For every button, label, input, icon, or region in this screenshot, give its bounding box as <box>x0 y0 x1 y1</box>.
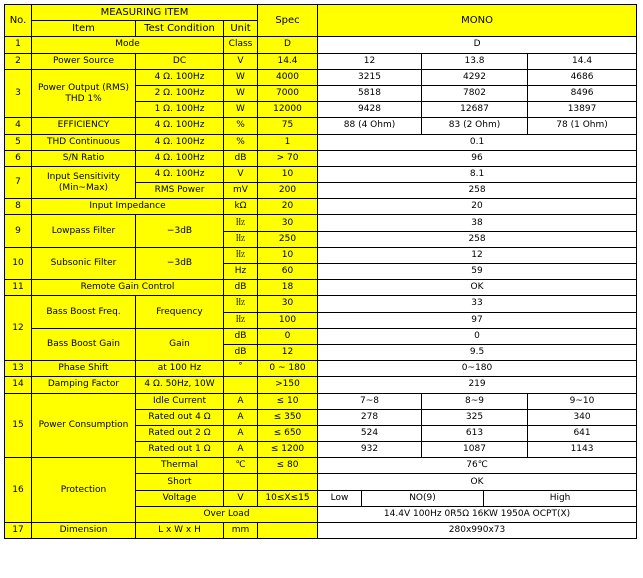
spec-cell: 75 <box>258 118 318 134</box>
condition-cell: L x W x H <box>136 523 224 539</box>
spec-cell: 4000 <box>258 69 318 85</box>
row-number: 15 <box>5 393 32 458</box>
value-cell: 641 <box>528 425 637 441</box>
unit-cell: V <box>224 490 258 506</box>
row-number: 14 <box>5 377 32 393</box>
value-cell: 524 <box>318 425 422 441</box>
item-remote-gain-control: Remote Gain Control <box>32 280 224 296</box>
header-row-1 <box>5 5 637 21</box>
value-cell: 8~9 <box>422 393 528 409</box>
item-phase-shift: Phase Shift <box>32 361 136 377</box>
table-row <box>5 150 637 166</box>
value-cell: 9428 <box>318 102 422 118</box>
value-cell: 258 <box>318 183 637 199</box>
spec-cell: ≤ 1200 <box>258 442 318 458</box>
unit-cell: % <box>224 134 258 150</box>
unit-cell: ㎐ <box>224 296 258 312</box>
table-row <box>5 69 637 85</box>
condition-cell: 4 Ω. 100Hz <box>136 150 224 166</box>
value-cell: 8.1 <box>318 166 637 182</box>
table-row <box>5 361 637 377</box>
item-dimension: Dimension <box>32 523 136 539</box>
condition-cell: Voltage <box>136 490 224 506</box>
value-cell: 14.4 <box>528 53 637 69</box>
table-row <box>5 328 637 344</box>
row-number: 6 <box>5 150 32 166</box>
item-power-output-line2: THD 1% <box>65 93 102 104</box>
table-row <box>5 37 637 53</box>
spec-cell: 100 <box>258 312 318 328</box>
row-number: 13 <box>5 361 32 377</box>
value-cell: OK <box>318 280 637 296</box>
value-cell: 83 (2 Ohm) <box>422 118 528 134</box>
condition-cell: 2 Ω. 100Hz <box>136 85 224 101</box>
item-thd-continuous: THD Continuous <box>32 134 136 150</box>
condition-cell: Over Load <box>136 506 318 522</box>
unit-cell: mV <box>224 183 258 199</box>
value-cell: 14.4V 100Hz 0R5Ω 16KW 1950A OCPT(X) <box>318 506 637 522</box>
table-row <box>5 53 637 69</box>
value-cell: 59 <box>318 264 637 280</box>
header-item: Item <box>32 21 136 37</box>
spec-cell: >150 <box>258 377 318 393</box>
spec-cell: 0 <box>258 328 318 344</box>
value-cell: OK <box>318 474 637 490</box>
condition-cell: RMS Power <box>136 183 224 199</box>
item-subsonic-filter: Subsonic Filter <box>32 247 136 279</box>
unit-cell: V <box>224 53 258 69</box>
spec-cell: 12000 <box>258 102 318 118</box>
measurement-spec-table <box>4 4 637 539</box>
unit-cell: ㎐ <box>224 312 258 328</box>
table-row <box>5 166 637 182</box>
spec-cell: 14.4 <box>258 53 318 69</box>
spec-cell: ≤ 80 <box>258 458 318 474</box>
item-power-source: Power Source <box>32 53 136 69</box>
spec-cell: 20 <box>258 199 318 215</box>
value-cell: 1087 <box>422 442 528 458</box>
unit-cell: Hz <box>224 264 258 280</box>
spec-cell: ≤ 10 <box>258 393 318 409</box>
value-cell: 5818 <box>318 85 422 101</box>
row-number: 2 <box>5 53 32 69</box>
unit-cell: A <box>224 442 258 458</box>
value-cell: 4292 <box>422 69 528 85</box>
spec-cell: > 70 <box>258 150 318 166</box>
value-cell: High <box>484 490 637 506</box>
unit-cell: Class <box>224 37 258 53</box>
unit-cell: dB <box>224 344 258 360</box>
item-input-sensitivity-line1: Input Sensitivity <box>46 171 121 182</box>
condition-cell: DC <box>136 53 224 69</box>
value-cell: 3215 <box>318 69 422 85</box>
item-bass-boost-freq: Bass Boost Freq. <box>32 296 136 328</box>
unit-cell: W <box>224 85 258 101</box>
value-cell: 613 <box>422 425 528 441</box>
value-cell: 38 <box>318 215 637 231</box>
table-row <box>5 215 637 231</box>
condition-cell: 4 Ω. 100Hz <box>136 134 224 150</box>
spec-cell <box>258 474 318 490</box>
spec-cell: 7000 <box>258 85 318 101</box>
unit-cell: ㎐ <box>224 247 258 263</box>
unit-cell: W <box>224 69 258 85</box>
row-number: 9 <box>5 215 32 247</box>
table-row <box>5 118 637 134</box>
spec-cell: 1 <box>258 134 318 150</box>
spec-cell: 18 <box>258 280 318 296</box>
row-number: 16 <box>5 458 32 523</box>
unit-cell: dB <box>224 280 258 296</box>
table-row <box>5 199 637 215</box>
condition-cell: Thermal <box>136 458 224 474</box>
value-cell: 13897 <box>528 102 637 118</box>
item-lowpass-filter: Lowpass Filter <box>32 215 136 247</box>
spec-cell: 30 <box>258 296 318 312</box>
value-cell: 33 <box>318 296 637 312</box>
spec-cell: 200 <box>258 183 318 199</box>
header-unit: Unit <box>224 21 258 37</box>
condition-cell: −3dB <box>136 215 224 247</box>
value-cell: 0 <box>318 328 637 344</box>
item-efficiency: EFFICIENCY <box>32 118 136 134</box>
spec-cell <box>258 523 318 539</box>
row-number: 1 <box>5 37 32 53</box>
value-cell: 4686 <box>528 69 637 85</box>
value-cell: 280x990x73 <box>318 523 637 539</box>
spec-cell: D <box>258 37 318 53</box>
value-cell: 13.8 <box>422 53 528 69</box>
unit-cell: A <box>224 409 258 425</box>
table-row <box>5 393 637 409</box>
condition-cell: 4 Ω. 100Hz <box>136 118 224 134</box>
spec-cell: 30 <box>258 215 318 231</box>
header-mono: MONO <box>318 5 637 37</box>
table-row <box>5 134 637 150</box>
condition-cell: Idle Current <box>136 393 224 409</box>
table-row <box>5 280 637 296</box>
value-cell: 78 (1 Ohm) <box>528 118 637 134</box>
header-test-condition: Test Condition <box>136 21 224 37</box>
item-input-sensitivity <box>32 166 136 198</box>
value-cell: D <box>318 37 637 53</box>
condition-cell: Rated out 1 Ω <box>136 442 224 458</box>
row-number: 7 <box>5 166 32 198</box>
row-number: 11 <box>5 280 32 296</box>
spec-cell: ≤ 350 <box>258 409 318 425</box>
spec-cell: 250 <box>258 231 318 247</box>
unit-cell <box>224 377 258 393</box>
value-cell: 9~10 <box>528 393 637 409</box>
header-spec: Spec <box>258 5 318 37</box>
row-number: 3 <box>5 69 32 118</box>
value-cell: 7~8 <box>318 393 422 409</box>
row-number: 12 <box>5 296 32 361</box>
condition-cell: 4 Ω. 100Hz <box>136 69 224 85</box>
value-cell: Low <box>318 490 362 506</box>
unit-cell: mm <box>224 523 258 539</box>
value-cell: 76℃ <box>318 458 637 474</box>
value-cell: 7802 <box>422 85 528 101</box>
unit-cell: dB <box>224 328 258 344</box>
item-power-output-line1: Power Output (RMS) <box>38 82 129 93</box>
condition-cell: 1 Ω. 100Hz <box>136 102 224 118</box>
spec-cell: 12 <box>258 344 318 360</box>
condition-cell: Rated out 2 Ω <box>136 425 224 441</box>
table-row <box>5 377 637 393</box>
value-cell: 20 <box>318 199 637 215</box>
value-cell: 97 <box>318 312 637 328</box>
value-cell: 258 <box>318 231 637 247</box>
unit-cell: A <box>224 393 258 409</box>
condition-cell: 4 Ω. 50Hz, 10W <box>136 377 224 393</box>
value-cell: 96 <box>318 150 637 166</box>
condition-cell: 4 Ω. 100Hz <box>136 166 224 182</box>
unit-cell: ˚ <box>224 361 258 377</box>
header-no: No. <box>5 5 32 37</box>
unit-cell: A <box>224 425 258 441</box>
condition-cell: Rated out 4 Ω <box>136 409 224 425</box>
unit-cell: V <box>224 166 258 182</box>
value-cell: 12 <box>318 53 422 69</box>
table-row <box>5 458 637 474</box>
table-row <box>5 296 637 312</box>
item-protection: Protection <box>32 458 136 523</box>
row-number: 10 <box>5 247 32 279</box>
table-row <box>5 523 637 539</box>
item-bass-boost-gain: Bass Boost Gain <box>32 328 136 360</box>
spec-cell: 10 <box>258 166 318 182</box>
value-cell: 219 <box>318 377 637 393</box>
header-measuring-item: MEASURING ITEM <box>32 5 258 21</box>
item-sn-ratio: S/N Ratio <box>32 150 136 166</box>
condition-cell: Frequency <box>136 296 224 328</box>
unit-cell: kΩ <box>224 199 258 215</box>
unit-cell: dB <box>224 150 258 166</box>
value-cell: 340 <box>528 409 637 425</box>
condition-cell: Short <box>136 474 224 490</box>
condition-cell: at 100 Hz <box>136 361 224 377</box>
unit-cell: ㎐ <box>224 215 258 231</box>
condition-cell: Gain <box>136 328 224 360</box>
item-input-sensitivity-line2: (Min~Max) <box>58 182 109 193</box>
unit-cell: ㎐ <box>224 231 258 247</box>
value-cell: 88 (4 Ohm) <box>318 118 422 134</box>
unit-cell: % <box>224 118 258 134</box>
row-number: 4 <box>5 118 32 134</box>
value-cell: 12687 <box>422 102 528 118</box>
spec-cell: 0 ~ 180 <box>258 361 318 377</box>
row-number: 8 <box>5 199 32 215</box>
value-cell: 278 <box>318 409 422 425</box>
value-cell: 1143 <box>528 442 637 458</box>
item-input-impedance: Input Impedance <box>32 199 224 215</box>
value-cell: 9.5 <box>318 344 637 360</box>
value-cell: 0~180 <box>318 361 637 377</box>
item-damping-factor: Damping Factor <box>32 377 136 393</box>
value-cell: 8496 <box>528 85 637 101</box>
row-number: 5 <box>5 134 32 150</box>
value-cell: NO(9) <box>362 490 484 506</box>
value-cell: 932 <box>318 442 422 458</box>
item-power-output <box>32 69 136 118</box>
unit-cell: ℃ <box>224 458 258 474</box>
item-power-consumption: Power Consumption <box>32 393 136 458</box>
unit-cell: W <box>224 102 258 118</box>
spec-cell: 10 <box>258 247 318 263</box>
spec-cell: 10≤X≤15 <box>258 490 318 506</box>
table-row <box>5 247 637 263</box>
row-number: 17 <box>5 523 32 539</box>
value-cell: 325 <box>422 409 528 425</box>
value-cell: 0.1 <box>318 134 637 150</box>
spec-cell: ≤ 650 <box>258 425 318 441</box>
value-cell: 12 <box>318 247 637 263</box>
condition-cell: −3dB <box>136 247 224 279</box>
unit-cell <box>224 474 258 490</box>
item-mode: Mode <box>32 37 224 53</box>
spec-cell: 60 <box>258 264 318 280</box>
